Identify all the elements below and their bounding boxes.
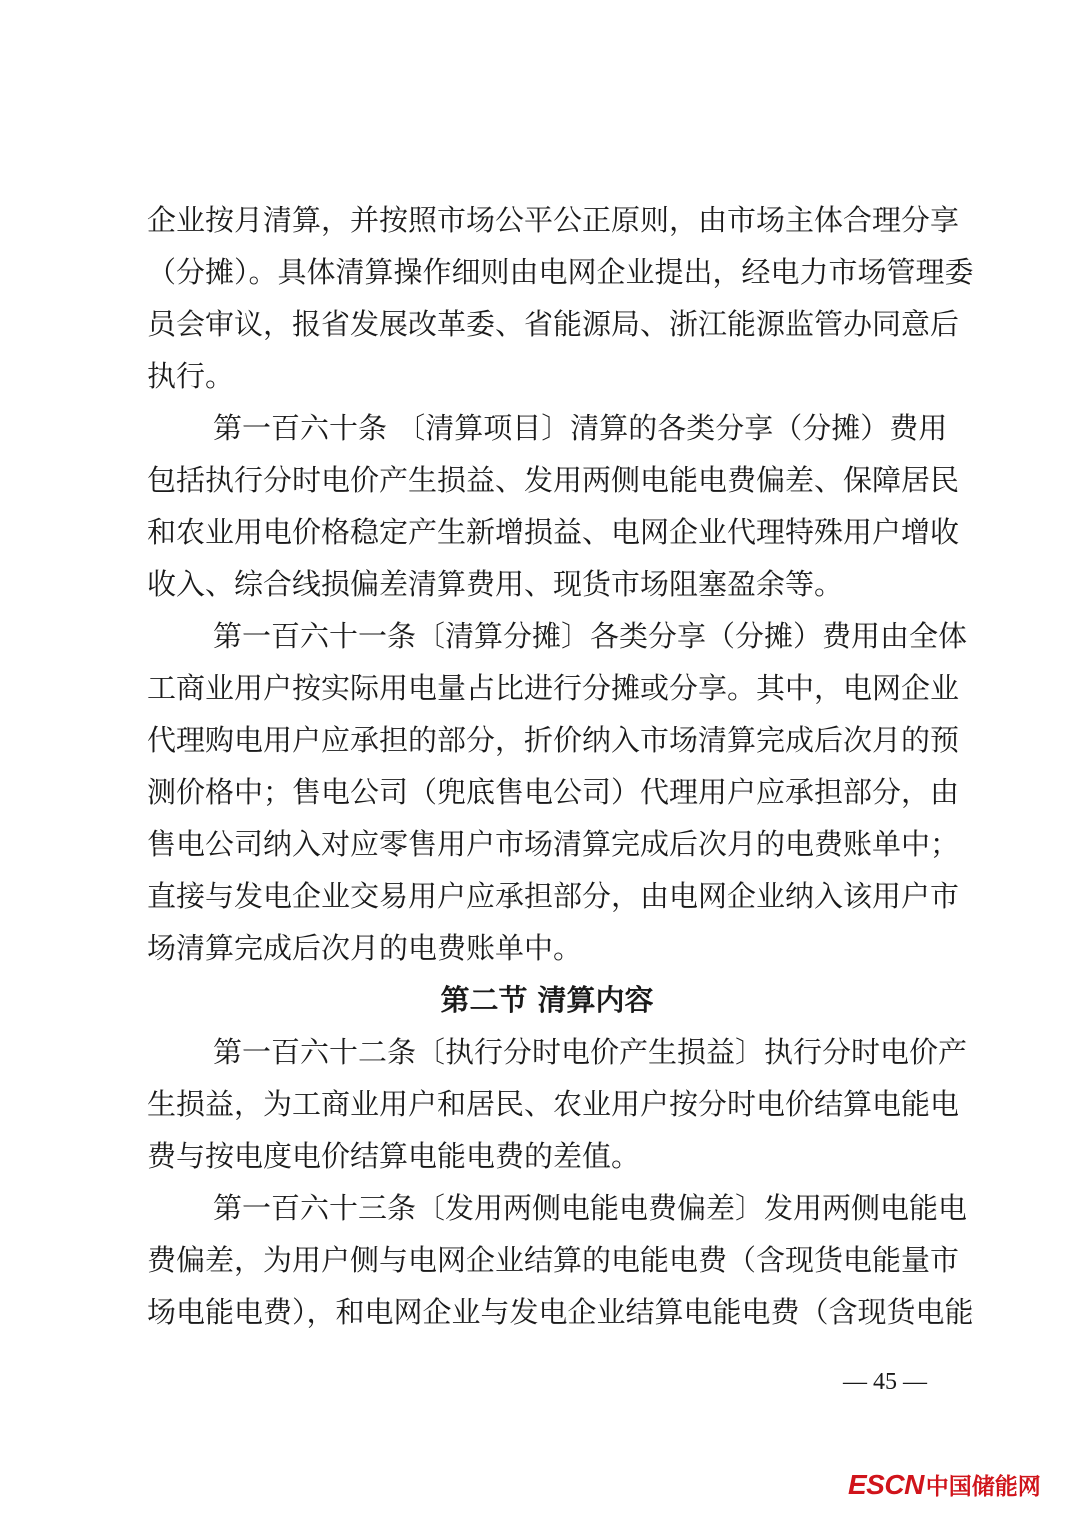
text-line: （分摊）。具体清算操作细则由电网企业提出，经电力市场管理委 bbox=[147, 255, 974, 289]
text-line: 和农业用电价格稳定产生新增损益、电网企业代理特殊用户增收 bbox=[147, 515, 960, 549]
text-line: 费偏差，为用户侧与电网企业结算的电能电费（含现货电能量市 bbox=[147, 1243, 960, 1277]
logo-latin-text: ESCN bbox=[848, 1469, 924, 1500]
text-line: 场清算完成后次月的电费账单中。 bbox=[147, 931, 583, 965]
text-line: 直接与发电企业交易用户应承担部分，由电网企业纳入该用户市 bbox=[147, 879, 960, 913]
article-160-heading-line: 第一百六十条 〔清算项目〕清算的各类分享（分摊）费用 bbox=[213, 411, 948, 445]
text-line: 执行。 bbox=[147, 359, 235, 393]
text-line: 生损益，为工商业用户和居民、农业用户按分时电价结算电能电 bbox=[147, 1087, 960, 1121]
logo-chinese-text: 中国储能网 bbox=[925, 1474, 1041, 1500]
text-line: 企业按月清算，并按照市场公平公正原则，由市场主体合理分享 bbox=[147, 203, 960, 237]
text-line: 场电能电费），和电网企业与发电企业结算电能电费（含现货电能 bbox=[147, 1295, 974, 1329]
text-line: 工商业用户按实际用电量占比进行分摊或分享。其中，电网企业 bbox=[147, 671, 960, 705]
text-line: 费与按电度电价结算电能电费的差值。 bbox=[147, 1139, 641, 1173]
page-number: — 45 — bbox=[843, 1369, 927, 1395]
text-line: 代理购电用户应承担的部分，折价纳入市场清算完成后次月的预 bbox=[147, 723, 960, 757]
escn-logo bbox=[848, 1465, 1041, 1505]
text-line: 包括执行分时电价产生损益、发用两侧电能电费偏差、保障居民 bbox=[147, 463, 960, 497]
body-text bbox=[147, 194, 974, 1338]
text-line: 测价格中；售电公司（兜底售电公司）代理用户应承担部分，由 bbox=[147, 775, 960, 809]
text-line: 员会审议，报省发展改革委、省能源局、浙江能源监管办同意后 bbox=[147, 307, 960, 341]
article-163-heading-line: 第一百六十三条〔发用两侧电能电费偏差〕发用两侧电能电 bbox=[213, 1191, 968, 1225]
article-161-heading-line: 第一百六十一条〔清算分摊〕各类分享（分摊）费用由全体 bbox=[213, 619, 968, 653]
section-heading: 第二节 清算内容 bbox=[440, 983, 654, 1017]
text-line: 售电公司纳入对应零售用户市场清算完成后次月的电费账单中； bbox=[147, 827, 960, 861]
article-162-heading-line: 第一百六十二条〔执行分时电价产生损益〕执行分时电价产 bbox=[213, 1035, 968, 1069]
text-line: 收入、综合线损偏差清算费用、现货市场阻塞盈余等。 bbox=[147, 567, 844, 601]
